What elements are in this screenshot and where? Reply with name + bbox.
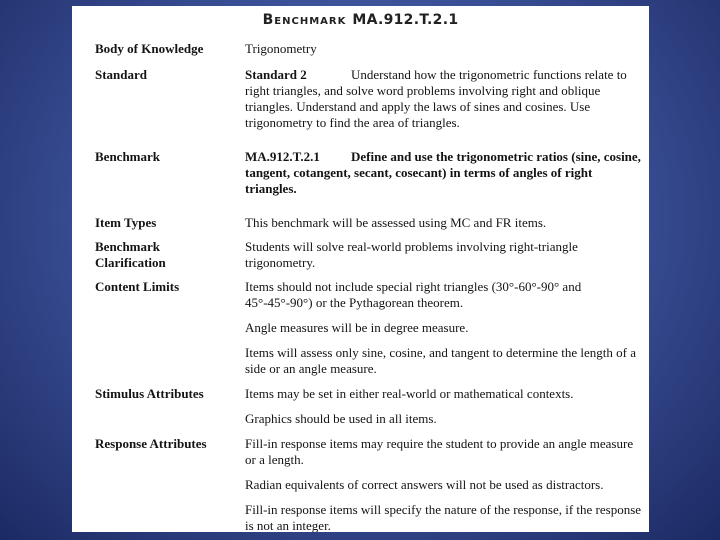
row-label: Response Attributes <box>95 436 207 451</box>
stimulus-attr-1: Items may be set in either real-world or mathematical contexts. <box>245 386 574 401</box>
standard-text: Understand how the trigonometric functions relate to right triangles, and solve word problems involving right and oblique triangles. Understand and apply the laws of sines and cosines. Use trigonometry to find the area of triangles. <box>245 67 627 130</box>
standard-name: Standard 2 <box>245 67 307 82</box>
row-stimulus <box>95 386 635 427</box>
title-prefix: Benchmark <box>262 12 347 28</box>
row-item-types <box>95 215 635 231</box>
row-label: Benchmark <box>95 149 160 164</box>
content-limit-3: Items will assess only sine, cosine, and tangent to determine the length of a side or an angle measure. <box>245 345 636 376</box>
benchmark-table <box>95 41 642 532</box>
row-body-of-knowledge <box>95 41 635 57</box>
row-content-limits <box>95 279 635 377</box>
row-value <box>245 436 645 532</box>
row-label: Content Limits <box>95 279 180 294</box>
content-limit-1: Items should not include special right triangles (30°-60°-90° and 45°-45°-90°) or the Pythagorean theorem. <box>245 279 582 310</box>
benchmark-sheet <box>72 6 649 532</box>
response-attr-2: Radian equivalents of correct answers will not be used as distractors. <box>245 477 604 492</box>
row-value <box>245 149 645 197</box>
row-label: Benchmark Clarification <box>95 239 166 270</box>
row-value <box>245 67 645 131</box>
stimulus-attr-2: Graphics should be used in all items. <box>245 411 437 426</box>
row-value: Students will solve real-world problems involving right-triangle trigonometry. <box>245 239 578 270</box>
row-benchmark <box>95 149 641 197</box>
row-value: Trigonometry <box>245 41 317 56</box>
benchmark-code: MA.912.T.2.1 <box>245 149 320 164</box>
content-limit-2: Angle measures will be in degree measure. <box>245 320 469 335</box>
row-value <box>245 386 645 427</box>
row-response <box>95 436 642 532</box>
title-code: MA.912.T.2.1 <box>352 12 459 28</box>
response-attr-3: Fill-in response items will specify the nature of the response, if the response is not an integer. <box>245 502 642 532</box>
benchmark-text: Define and use the trigonometric ratios (sine, cosine, tangent, cotangent, secant, cosecant) in terms of angles of right triangles. <box>245 149 641 196</box>
row-standard <box>95 67 635 131</box>
row-label: Body of Knowledge <box>95 41 204 56</box>
response-attr-1: Fill-in response items may require the student to provide an angle measure or a length. <box>245 436 634 467</box>
row-label: Item Types <box>95 215 157 230</box>
row-label: Stimulus Attributes <box>95 386 204 401</box>
row-value: This benchmark will be assessed using MC and FR items. <box>245 215 547 230</box>
row-label: Standard <box>95 67 148 82</box>
page-title <box>72 12 649 28</box>
row-value <box>245 279 645 377</box>
row-clarification <box>95 239 635 271</box>
